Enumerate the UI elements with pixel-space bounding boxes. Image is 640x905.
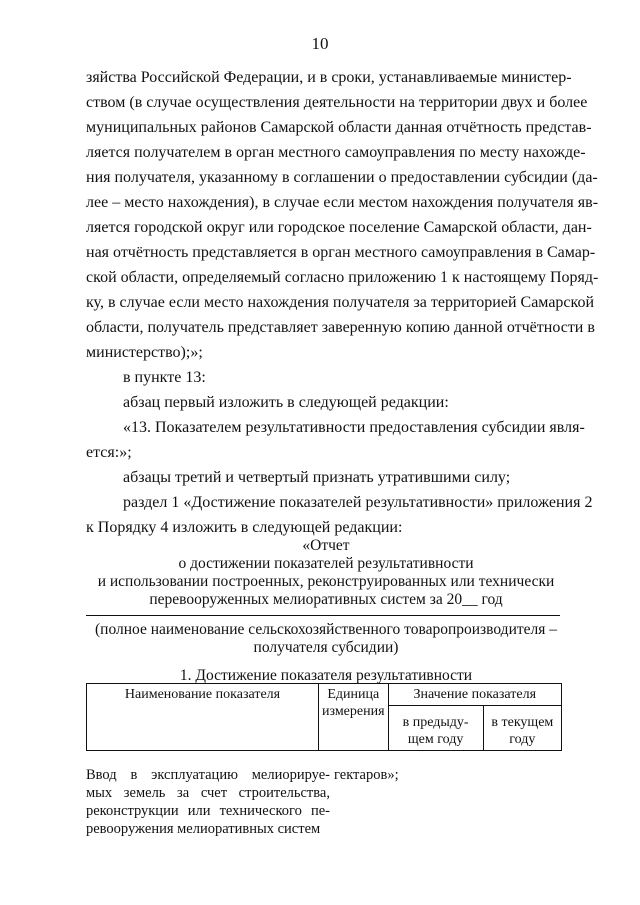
body-line: министерство);»; [86,344,203,361]
indicator-row-line: Ввод в эксплуатацию мелиорируе- [86,767,330,783]
body-line: ется:»; [86,444,132,461]
report-title-line: «Отчет [302,537,350,554]
section-title: 1. Достижение показателя результативности [179,667,473,684]
body-line: абзацы третий и четвертый признать утратившими силу; [123,469,511,486]
body-line: ная отчётность представляется в орган местного самоуправления в Самар- [86,244,596,261]
body-line: «13. Показателем результативности предоставления субсидии явля- [123,419,585,436]
body-line: ляется получателем в орган местного самоуправления по месту нахожде- [86,144,586,161]
body-line: зяйства Российской Федерации, и в сроки, устанавливаемые министер- [86,69,572,86]
header-indicator-name: Наименование показателя [87,684,319,751]
body-line: раздел 1 «Достижение показателей результативности» приложения 2 [123,494,593,511]
body-line: области, получатель представляет заверенную копию данной отчётности в [86,319,595,336]
body-line: муниципальных районов Самарской области данная отчётность представ- [86,119,592,136]
header-unit: Единица измерения [319,684,389,751]
indicator-unit: гектаров»; [334,767,399,783]
body-line: в пункте 13: [123,369,206,386]
body-line: лее – место нахождения), в случае если местом нахождения получателя яв- [86,194,599,211]
body-line: ку, в случае если место нахождения получателя за территорией Самарской [86,294,595,311]
report-title-line: о достижении показателей результативности [178,555,474,572]
indicator-row-line: ревооружения мелиоративных систем [86,821,321,837]
body-line: ния получателя, указанному в соглашении о предоставлении субсидии (да- [86,169,598,186]
indicator-row-line: реконструкции или технического пе- [86,803,330,819]
report-title-line: перевооруженных мелиоративных систем за 20__ год [149,591,503,608]
body-line: ством (в случае осуществления деятельности на территории двух и более [86,94,588,111]
recipient-name-line [86,615,560,616]
indicator-row-line: мых земель за счет строительства, [86,785,330,801]
header-value: Значение показателя [388,684,561,706]
caption-line: (полное наименование сельскохозяйственного товаропроизводителя – [94,621,558,638]
body-line: абзац первый изложить в следующей редакции: [123,394,449,411]
body-line: ляется городской округ или городское поселение Самарской области, дан- [86,219,592,236]
header-previous-year: в предыду-щем году [388,706,483,751]
body-line: ской области, определяемый согласно приложению 1 к настоящему Поряд- [86,269,599,286]
header-current-year: в текущем году [483,706,561,751]
report-title-line: и использовании построенных, реконструированных или технически [97,573,555,590]
page-number: 10 [311,34,329,53]
indicators-table [86,683,562,751]
caption-line: получателя субсидии) [253,639,399,656]
body-line: к Порядку 4 изложить в следующей редакции: [86,519,403,536]
